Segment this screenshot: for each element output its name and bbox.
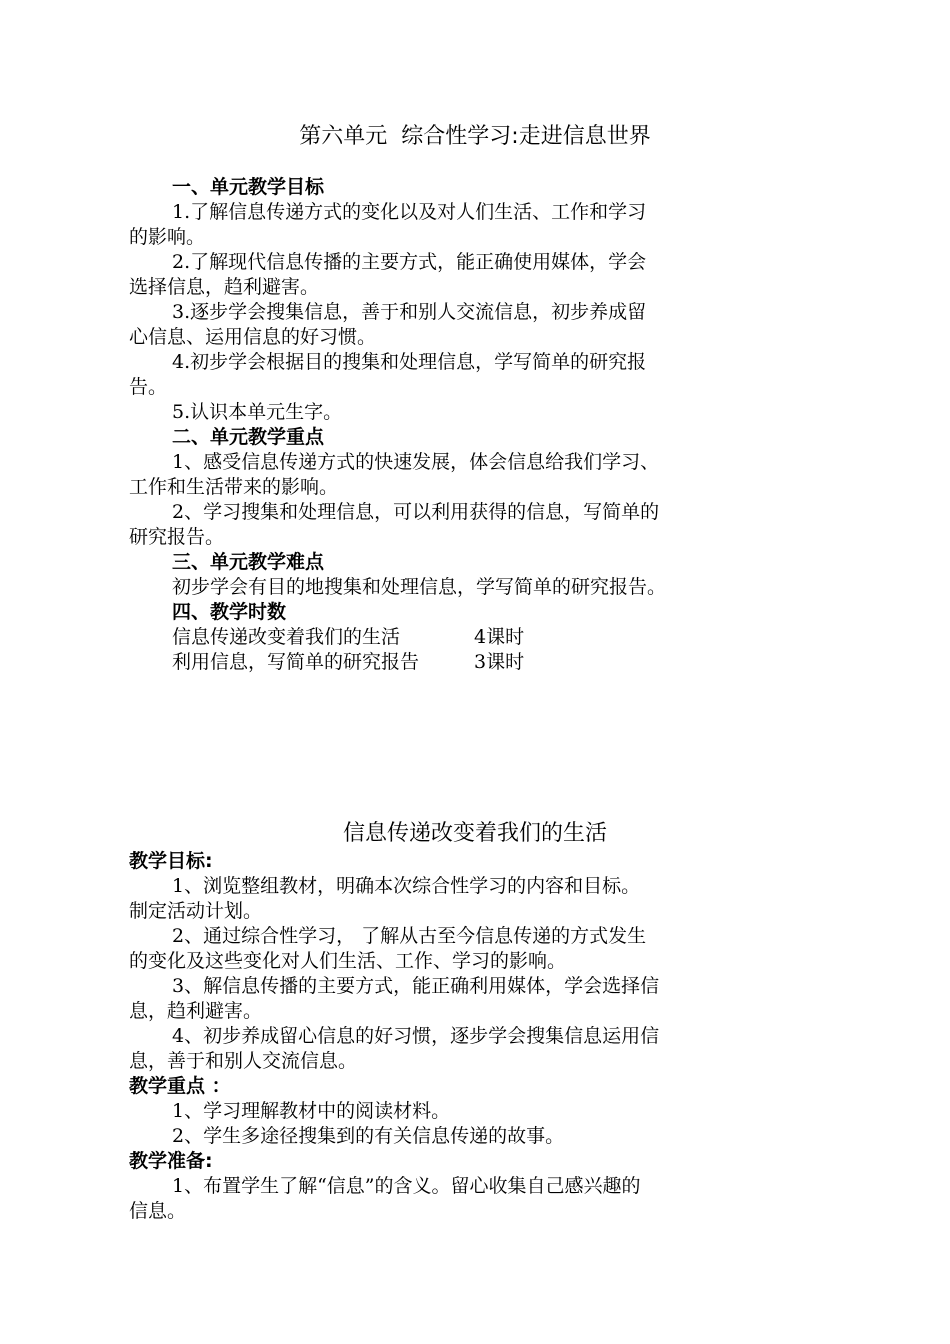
schedule-row-1-hours: 4课时 (474, 626, 525, 648)
schedule-row-1-topic: 信息传递改变着我们的生活 (172, 626, 401, 648)
section3-text: 初步学会有目的地搜集和处理信息，学写简单的研究报告。 (172, 576, 667, 598)
section1-item-1-line2: 的影响。 (129, 226, 206, 248)
objective-1-line2: 制定活动计划。 (129, 900, 263, 922)
section2-heading: 二、单元教学重点 (172, 426, 325, 448)
section2-item-2-line1: 2、学习搜集和处理信息，可以利用获得的信息，写简单的 (172, 501, 660, 523)
objective-1-line1: 1、浏览整组教材，明确本次综合性学习的内容和目标。 (172, 875, 641, 897)
schedule-row-2-hours: 3课时 (474, 651, 525, 673)
objective-4-line2: 息，善于和别人交流信息。 (129, 1050, 358, 1072)
objective-4-line1: 4、初步养成留心信息的好习惯，逐步学会搜集信息运用信 (172, 1025, 660, 1047)
section2-item-1-line1: 1、感受信息传递方式的快速发展，体会信息给我们学习、 (172, 451, 660, 473)
schedule-row-2-topic: 利用信息，写简单的研究报告 (172, 651, 420, 673)
key-point-1: 1、学习理解教材中的阅读材料。 (172, 1100, 451, 1122)
section2-item-1-line2: 工作和生活带来的影响。 (129, 476, 339, 498)
section1-heading: 一、单元教学目标 (172, 176, 325, 198)
objective-2-line1: 2、通过综合性学习， 了解从古至今信息传递的方式发生 (172, 925, 647, 947)
preparation-heading: 教学准备: (129, 1150, 213, 1172)
objective-2-line2: 的变化及这些变化对人们生活、工作、学习的影响。 (129, 950, 567, 972)
lesson-title: 信息传递改变着我们的生活 (342, 821, 607, 846)
preparation-1-line1: 1、布置学生了解“信息”的含义。留心收集自己感兴趣的 (172, 1175, 641, 1197)
objectives-heading: 教学目标: (129, 850, 213, 872)
section1-item-2-line2: 选择信息，趋利避害。 (129, 276, 320, 298)
section1-item-4-line1: 4.初步学会根据目的搜集和处理信息，学写简单的研究报 (172, 351, 647, 373)
section1-item-5: 5.认识本单元生字。 (172, 401, 343, 423)
section4-heading: 四、教学时数 (172, 601, 287, 623)
section1-item-1-line1: 1.了解信息传递方式的变化以及对人们生活、工作和学习 (172, 201, 647, 223)
section1-item-2-line1: 2.了解现代信息传播的主要方式，能正确使用媒体，学会 (172, 251, 647, 273)
section1-item-3-line1: 3.逐步学会搜集信息，善于和别人交流信息，初步养成留 (172, 301, 647, 323)
section1-item-3-line2: 心信息、运用信息的好习惯。 (129, 326, 377, 348)
preparation-1-line2: 信息。 (129, 1200, 187, 1222)
section3-heading: 三、单元教学难点 (172, 551, 325, 573)
unit-title: 第六单元 综合性学习:走进信息世界 (299, 124, 651, 149)
key-points-heading: 教学重点 ： (129, 1075, 231, 1097)
key-point-2: 2、学生多途径搜集到的有关信息传递的故事。 (172, 1125, 565, 1147)
section1-item-4-line2: 告。 (129, 376, 168, 398)
objective-3-line2: 息，趋利避害。 (129, 1000, 263, 1022)
objective-3-line1: 3、解信息传播的主要方式，能正确利用媒体，学会选择信 (172, 975, 660, 997)
section2-item-2-line2: 研究报告。 (129, 526, 225, 548)
